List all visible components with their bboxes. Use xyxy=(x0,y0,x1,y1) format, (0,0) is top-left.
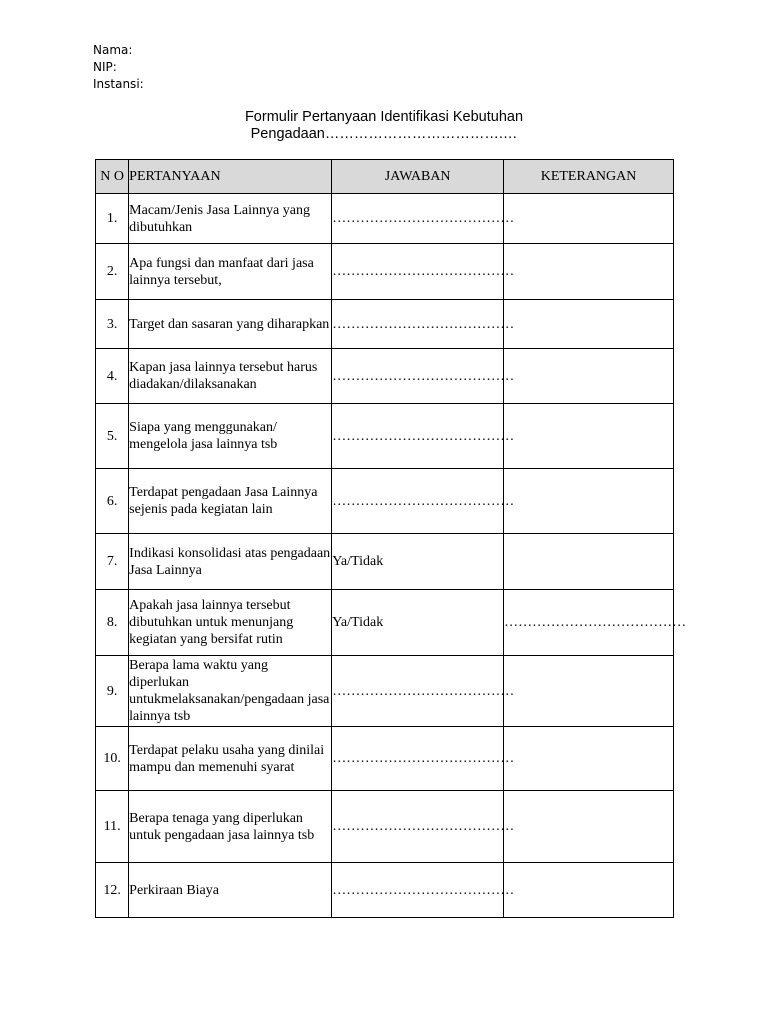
answer-cell: ………………………………… xyxy=(332,194,504,244)
answer-cell: ………………………………… xyxy=(332,863,504,918)
row-number: 12. xyxy=(96,863,129,918)
question-cell: Terdapat pelaku usaha yang dinilai mampu dan memenuhi syarat xyxy=(129,727,332,791)
table-row xyxy=(96,469,674,534)
respondent-info xyxy=(93,42,144,93)
question-cell: Kapan jasa lainnya tersebut harus diadakan/dilaksanakan xyxy=(129,349,332,404)
row-number: 11. xyxy=(96,791,129,863)
note-cell xyxy=(504,349,674,404)
form-title xyxy=(0,109,768,143)
answer-cell: ………………………………… xyxy=(332,349,504,404)
form-title-line1: Formulir Pertanyaan Identifikasi Kebutuhan xyxy=(244,109,524,125)
row-number: 8. xyxy=(96,590,129,656)
question-cell: Berapa tenaga yang diperlukan untuk pengadaan jasa lainnya tsb xyxy=(129,791,332,863)
row-number: 6. xyxy=(96,469,129,534)
table-row xyxy=(96,590,674,656)
note-cell xyxy=(504,863,674,918)
note-cell xyxy=(504,404,674,469)
note-cell xyxy=(504,194,674,244)
answer-cell: Ya/Tidak xyxy=(332,590,504,656)
question-cell: Macam/Jenis Jasa Lainnya yang dibutuhkan xyxy=(129,194,332,244)
nip-label: NIP: xyxy=(93,60,117,74)
header-note: KETERANGAN xyxy=(504,160,674,194)
table-row xyxy=(96,194,674,244)
table-row xyxy=(96,727,674,791)
question-cell: Indikasi konsolidasi atas pengadaan Jasa Lainnya xyxy=(129,534,332,590)
row-number: 7. xyxy=(96,534,129,590)
table-row xyxy=(96,404,674,469)
note-cell xyxy=(504,300,674,349)
note-cell xyxy=(504,534,674,590)
question-cell: Berapa lama waktu yang diperlukan untukmelaksanakan/pengadaan jasa lainnya tsb xyxy=(129,656,332,727)
table-row xyxy=(96,244,674,300)
nama-label: Nama: xyxy=(93,43,133,57)
question-cell: Target dan sasaran yang diharapkan xyxy=(129,300,332,349)
header-no: N O xyxy=(96,160,129,194)
answer-cell: ………………………………… xyxy=(332,727,504,791)
answer-cell: ………………………………… xyxy=(332,791,504,863)
header-question: PERTANYAAN xyxy=(129,160,332,194)
table-row xyxy=(96,534,674,590)
question-cell: Apakah jasa lainnya tersebut dibutuhkan untuk menunjang kegiatan yang bersifat rutin xyxy=(129,590,332,656)
form-title-line2: Pengadaan……………………………….… xyxy=(250,126,518,142)
note-cell xyxy=(504,656,674,727)
table-row xyxy=(96,349,674,404)
table-row xyxy=(96,300,674,349)
note-cell xyxy=(504,469,674,534)
question-cell: Perkiraan Biaya xyxy=(129,863,332,918)
answer-cell: ………………………………… xyxy=(332,244,504,300)
question-table xyxy=(95,159,687,918)
instansi-label: Instansi: xyxy=(93,77,144,91)
answer-cell: ………………………………… xyxy=(332,300,504,349)
note-cell xyxy=(504,244,674,300)
row-number: 4. xyxy=(96,349,129,404)
question-cell: Apa fungsi dan manfaat dari jasa lainnya tersebut, xyxy=(129,244,332,300)
header-answer: JAWABAN xyxy=(332,160,504,194)
table-header-row xyxy=(96,160,674,194)
row-number: 9. xyxy=(96,656,129,727)
note-cell: ………………………………… xyxy=(504,590,674,656)
question-cell: Siapa yang menggunakan/ mengelola jasa lainnya tsb xyxy=(129,404,332,469)
row-number: 5. xyxy=(96,404,129,469)
row-number: 1. xyxy=(96,194,129,244)
note-cell xyxy=(504,791,674,863)
table-body xyxy=(96,194,687,918)
row-number: 10. xyxy=(96,727,129,791)
answer-cell: ………………………………… xyxy=(332,469,504,534)
table-row xyxy=(96,791,674,863)
table-row xyxy=(96,656,674,727)
table-row xyxy=(96,863,674,918)
answer-cell: ………………………………… xyxy=(332,404,504,469)
row-number: 2. xyxy=(96,244,129,300)
answer-cell: Ya/Tidak xyxy=(332,534,504,590)
question-cell: Terdapat pengadaan Jasa Lainnya sejenis pada kegiatan lain xyxy=(129,469,332,534)
answer-cell: ………………………………… xyxy=(332,656,504,727)
row-number: 3. xyxy=(96,300,129,349)
note-cell xyxy=(504,727,674,791)
